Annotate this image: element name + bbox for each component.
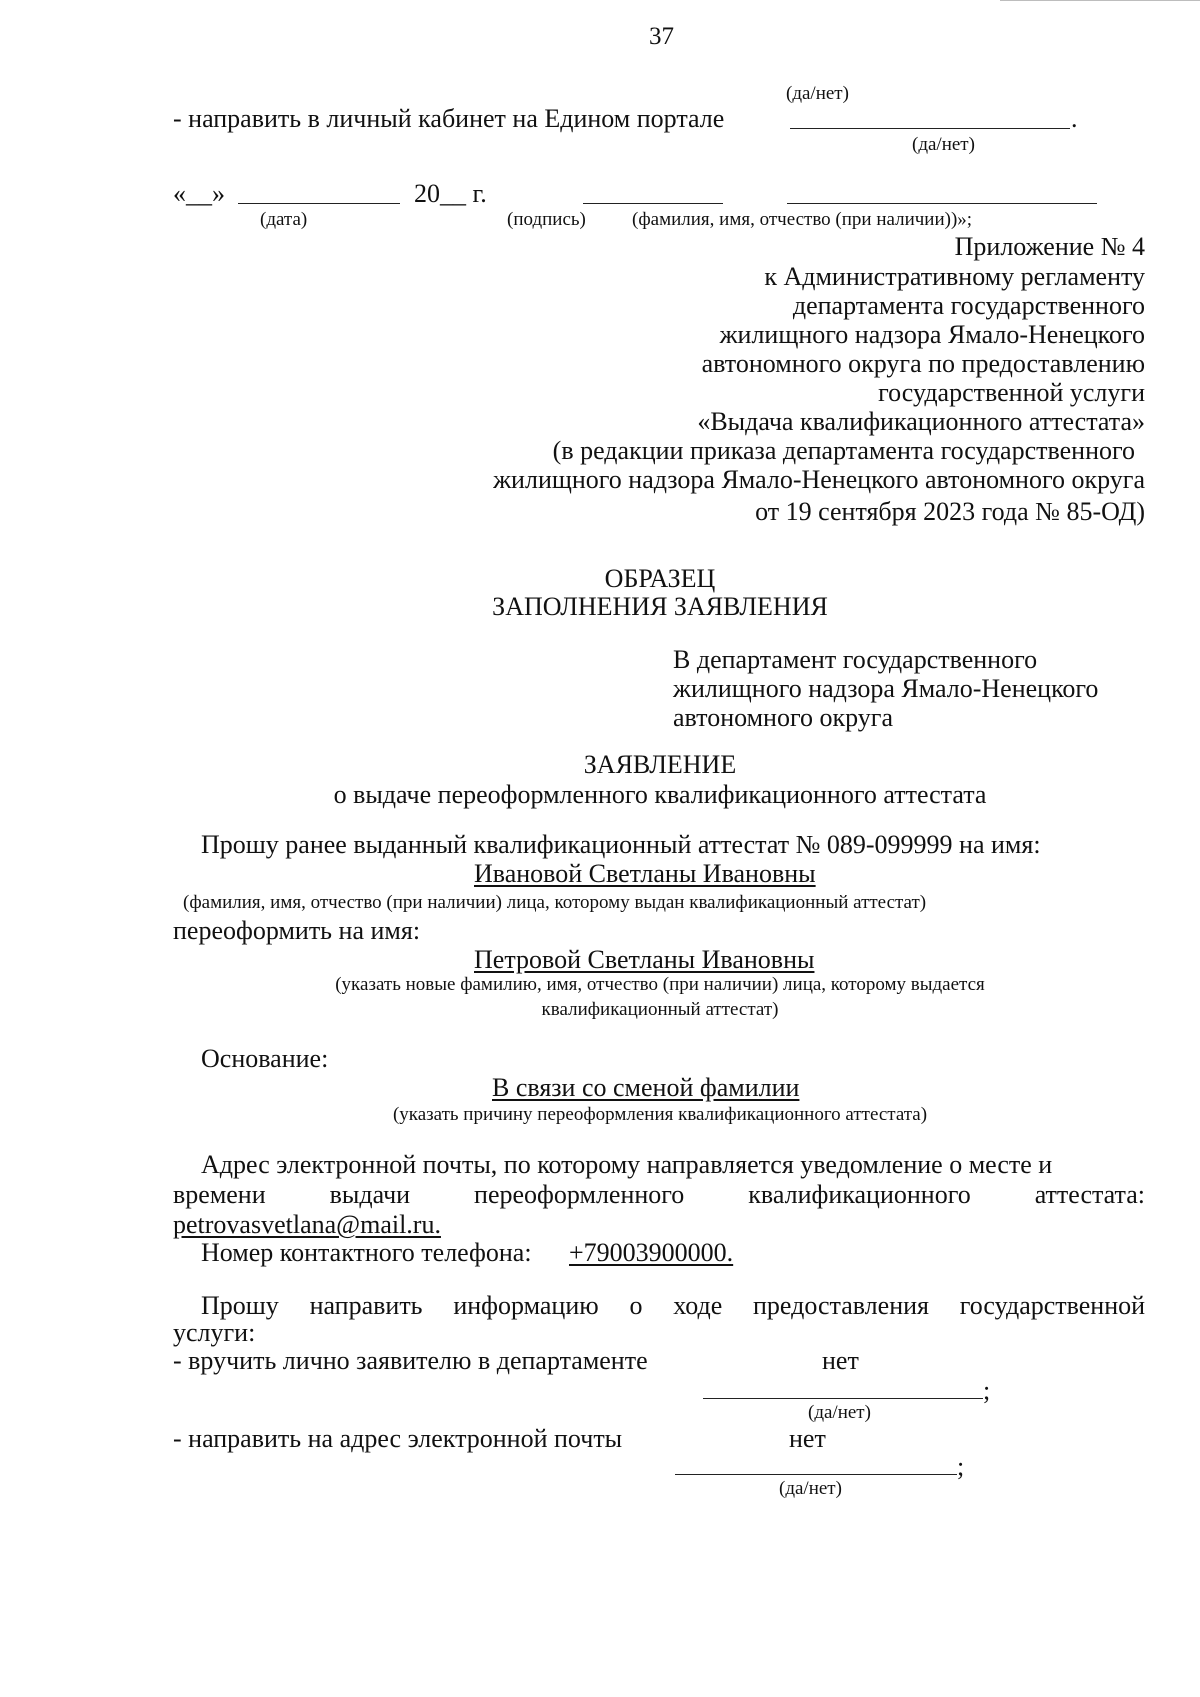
email-text-line-justified bbox=[173, 1182, 1145, 1208]
new-name-field[interactable]: Петровой Светланы Ивановны bbox=[474, 945, 815, 974]
phone-label: Номер контактного телефона: bbox=[201, 1238, 532, 1267]
option-personal-line[interactable] bbox=[703, 1398, 983, 1399]
appendix-line: (в редакции приказа департамента государственного bbox=[552, 436, 1135, 465]
sample-subtitle: ЗАПОЛНЕНИЯ ЗАЯВЛЕНИЯ bbox=[492, 592, 828, 621]
email-text-line: Адрес электронной почты, по которому направляется уведомление о месте и bbox=[201, 1150, 1053, 1179]
portal-period: . bbox=[1071, 104, 1078, 133]
fio-caption: (фамилия, имя, отчество (при наличии))»; bbox=[632, 209, 973, 230]
basis-field[interactable]: В связи со сменой фамилии bbox=[492, 1073, 800, 1102]
option-email-label: - направить на адрес электронной почты bbox=[173, 1424, 623, 1453]
appendix-line: автономного округа по предоставлению bbox=[701, 349, 1145, 378]
word: выдачи bbox=[329, 1180, 411, 1209]
addressee-line: автономного округа bbox=[673, 703, 893, 732]
appendix-line: департамента государственного bbox=[792, 291, 1145, 320]
appendix-line: «Выдача квалификационного аттестата» bbox=[697, 407, 1145, 436]
request-line: Прошу ранее выданный квалификационный аттестат № 089-099999 на имя: bbox=[201, 830, 1041, 859]
word: переоформленного bbox=[474, 1180, 685, 1209]
info-request-line-2: услуги: bbox=[173, 1318, 256, 1347]
info-request-line bbox=[201, 1293, 1145, 1319]
date-year: 20__ г. bbox=[414, 179, 487, 208]
word: аттестата: bbox=[1034, 1180, 1145, 1209]
signature-line[interactable] bbox=[583, 203, 723, 204]
word: времени bbox=[173, 1180, 266, 1209]
appendix-line: к Административному регламенту bbox=[764, 262, 1145, 291]
option-personal-end: ; bbox=[983, 1376, 991, 1405]
appendix-line: от 19 сентября 2023 года № 85-ОД) bbox=[755, 497, 1145, 526]
option-personal-value[interactable]: нет bbox=[822, 1346, 859, 1375]
appendix-line: государственной услуги bbox=[878, 378, 1145, 407]
fio-line[interactable] bbox=[787, 203, 1097, 204]
basis-caption: (указать причину переоформления квалификационного аттестата) bbox=[392, 1104, 928, 1125]
addressee-line: В департамент государственного bbox=[673, 645, 1038, 674]
word: квалификационного bbox=[748, 1180, 971, 1209]
sample-title: ОБРАЗЕЦ bbox=[604, 564, 716, 593]
option-email-value[interactable]: нет bbox=[789, 1424, 826, 1453]
option-email-line[interactable] bbox=[675, 1474, 957, 1475]
new-name-caption: (указать новые фамилию, имя, отчество (при наличии) лица, которому выдается bbox=[335, 974, 985, 995]
portal-answer-line[interactable] bbox=[790, 128, 1070, 129]
portal-option-label: - направить в личный кабинет на Едином портале bbox=[173, 104, 725, 133]
signature-caption: (подпись) bbox=[507, 209, 586, 230]
word: ходе bbox=[673, 1291, 723, 1320]
old-name-field[interactable]: Ивановой Светланы Ивановны bbox=[474, 859, 816, 888]
appendix-line: жилищного надзора Ямало-Ненецкого автономного округа bbox=[493, 465, 1145, 494]
option-email-caption: (да/нет) bbox=[779, 1478, 842, 1499]
word: государственной bbox=[959, 1291, 1146, 1320]
application-subtitle: о выдаче переоформленного квалификационного аттестата bbox=[333, 780, 987, 809]
email-field[interactable]: petrovasvetlana@mail.ru. bbox=[173, 1210, 441, 1239]
portal-yn-caption-below: (да/нет) bbox=[912, 134, 975, 155]
application-title: ЗАЯВЛЕНИЕ bbox=[583, 750, 737, 779]
scan-edge-line bbox=[1000, 0, 1200, 1]
word: предоставления bbox=[753, 1291, 929, 1320]
date-month-line[interactable] bbox=[238, 203, 400, 204]
addressee-line: жилищного надзора Ямало-Ненецкого bbox=[673, 674, 1099, 703]
word: информацию bbox=[453, 1291, 599, 1320]
date-day-quotes: «__» bbox=[173, 179, 225, 208]
appendix-line: жилищного надзора Ямало-Ненецкого bbox=[719, 320, 1145, 349]
basis-label: Основание: bbox=[201, 1044, 329, 1073]
portal-yn-caption-above: (да/нет) bbox=[786, 83, 849, 104]
option-personal-label: - вручить лично заявителю в департаменте bbox=[173, 1346, 648, 1375]
phone-field[interactable]: +79003900000. bbox=[569, 1238, 734, 1267]
word: направить bbox=[309, 1291, 423, 1320]
reissue-label: переоформить на имя: bbox=[173, 916, 421, 945]
page-number: 37 bbox=[649, 23, 674, 50]
option-personal-caption: (да/нет) bbox=[808, 1402, 871, 1423]
new-name-caption: квалификационный аттестат) bbox=[541, 999, 779, 1020]
date-caption: (дата) bbox=[260, 209, 308, 230]
option-email-end: ; bbox=[957, 1452, 965, 1481]
old-name-caption: (фамилия, имя, отчество (при наличии) лица, которому выдан квалификационный аттестат) bbox=[183, 892, 927, 913]
word: Прошу bbox=[201, 1291, 279, 1320]
word: о bbox=[629, 1291, 643, 1320]
appendix-line: Приложение № 4 bbox=[954, 232, 1145, 261]
